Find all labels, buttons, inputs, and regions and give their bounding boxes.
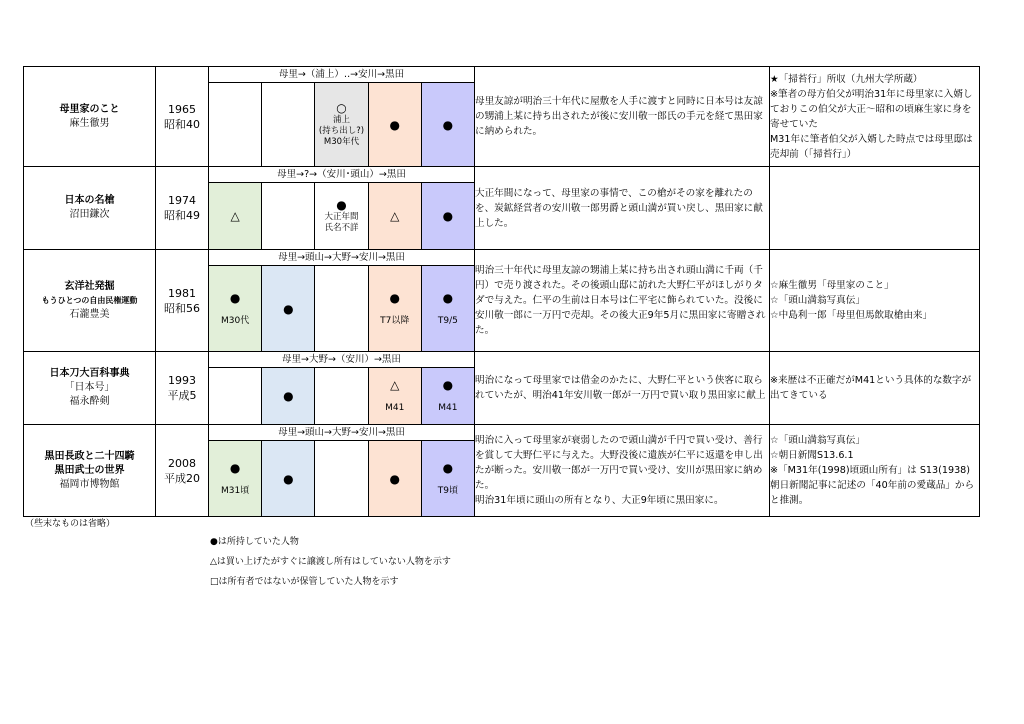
description-cell: 母里友諒が明治三十年代に屋敷を人手に渡すと同時に日本号は友諒の甥浦上某に持ち出されたが後に安川敬一郎氏の手元を経て黒田家に納められた。 <box>475 67 770 167</box>
owned-mark: ● <box>389 471 400 486</box>
owner-note: M41 <box>385 403 405 413</box>
year-line: 昭和56 <box>164 301 200 315</box>
ownership-chain <box>209 352 475 425</box>
description-cell: 明治三十年代に母里友諒の甥浦上某に持ち出され頭山満に千両（千円）で売り渡された。その後頭山邸に訪れた大野仁平がほしがりタダで与えた。仁平の生前は日本号は仁平宅に飾られていた。没後に安川敬一郎に一万円で売却。その後大正9年5月に黒田家に寄贈された。 <box>475 250 770 352</box>
owner-cell <box>315 183 368 249</box>
description-cell: 明治になって母里家では借金のかたに、大野仁平という侠客に取られていたが、明治41年安川敬一郎が一万円で買い取り黒田家に献上 <box>475 352 770 425</box>
owner-cell <box>369 441 422 516</box>
source-line: 石瀧豊美 <box>69 308 110 320</box>
owner-note: T9/5 <box>437 315 458 326</box>
owner-cell <box>262 266 315 351</box>
chain-path: 母里→頭山→大野→安川→黒田 <box>209 425 474 441</box>
owner-note: M30代 <box>220 315 250 326</box>
owner-cell <box>209 83 262 166</box>
year-line: 昭和49 <box>164 209 200 222</box>
owner-cell <box>315 83 368 166</box>
year-cell <box>156 250 209 352</box>
kept-mark: ○ <box>336 101 347 115</box>
owned-mark: ● <box>442 209 454 223</box>
ownership-chain <box>209 167 475 250</box>
year-line: 1993 <box>168 374 196 387</box>
source-cell <box>24 425 156 517</box>
owner-cell <box>315 368 368 424</box>
owner-cell <box>422 441 474 516</box>
source-cell <box>24 250 156 352</box>
owned-mark: ● <box>229 290 241 305</box>
owner-cell <box>422 183 474 249</box>
chain-path: 母里→（浦上）‥→安川→黒田 <box>209 67 474 83</box>
owner-note: M41 <box>438 403 458 413</box>
table-row <box>24 352 980 425</box>
owner-cell <box>369 368 422 424</box>
owner-cell <box>209 368 262 424</box>
owner-note: T9頃 <box>437 485 459 496</box>
owned-mark: ● <box>442 378 454 392</box>
year-cell <box>156 352 209 425</box>
provenance-table <box>23 66 980 517</box>
ownership-chain <box>209 67 475 167</box>
note-cell: ☆「頭山満翁写真伝」 ☆朝日新聞S13.6.1 ※「M31年(1998)頃頭山所有」は S13(1938)朝日新聞記事に記述の「40年前の愛蔵品」からと推測。 <box>770 425 980 517</box>
owned-mark: ● <box>442 460 454 475</box>
source-line: 黒田武士の世界 <box>54 464 125 476</box>
owner-cell <box>315 441 368 516</box>
table-row <box>24 67 980 167</box>
year-cell <box>156 425 209 517</box>
owner-cell <box>369 183 422 249</box>
bought-mark: △ <box>390 378 400 392</box>
source-line: 福岡市博物館 <box>59 478 120 490</box>
table-row <box>24 425 980 517</box>
source-title: 玄洋社発掘 <box>64 280 115 292</box>
source-line: 麻生徹男 <box>69 117 110 129</box>
owner-note: 浦上 (持ち出し?) M30年代 <box>318 115 365 147</box>
owner-cell <box>209 441 262 516</box>
footnote: （些末なものは省略） <box>25 519 116 529</box>
owned-mark: ● <box>283 301 294 316</box>
legend-kept: □は所有者ではないが保管していた人物を示す <box>210 577 399 587</box>
bought-mark: △ <box>230 209 240 223</box>
source-line: 福永酔剣 <box>69 396 110 407</box>
note-cell: ★「掃苔行」所収（九州大学所蔵） ※筆者の母方伯父が明治31年に母里家に入婿しておりこの伯父が大正～昭和の頃麻生家に身を寄せていた M31年に筆者伯父が入婿した時点では母里邸は売却前（「掃苔行」） <box>770 67 980 167</box>
year-line: 平成5 <box>167 389 197 402</box>
owned-mark: ● <box>336 198 347 212</box>
year-cell <box>156 167 209 250</box>
legend-bought: △は買い上げたがすぐに譲渡し所有はしていない人物を示す <box>210 557 451 567</box>
owner-cell <box>209 183 262 249</box>
owner-note: M31頃 <box>220 485 250 496</box>
owner-cell <box>422 83 474 166</box>
year-line: 平成20 <box>164 471 200 485</box>
table-row <box>24 167 980 250</box>
owner-cell <box>315 266 368 351</box>
owned-mark: ● <box>389 117 400 132</box>
chain-path: 母里→?→（安川･頭山）→黒田 <box>209 167 474 183</box>
year-line: 1974 <box>168 194 196 207</box>
note-cell: ※来歴は不正確だがM41という具体的な数字が出てきている <box>770 352 980 425</box>
bought-mark: △ <box>390 209 400 223</box>
owner-cell <box>369 266 422 351</box>
table-row <box>24 250 980 352</box>
owner-cell <box>262 368 315 424</box>
source-line: 沼田鎌次 <box>69 209 110 220</box>
owner-note: T7以降 <box>380 315 410 326</box>
owner-cell <box>422 368 474 424</box>
owned-mark: ● <box>442 290 454 305</box>
description-cell: 大正年間になって、母里家の事情で、この槍がその家を離れたのを、炭鉱経営者の安川敬一郎男爵と頭山満が買い戻し、黒田家に献上した。 <box>475 167 770 250</box>
ownership-chain <box>209 425 475 517</box>
owner-cell <box>422 266 474 351</box>
owned-mark: ● <box>389 290 400 305</box>
description-cell: 明治に入って母里家が衰弱したので頭山満が千円で買い受け、善行を賞して大野仁平に与えた。大野没後に遺族が仁平に返還を申し出たが断った。安川敬一郎が一万円で買い受け、安川が黒田家に納めた。 明治31年頃に頭山の所有となり、大正9年頃に黒田家に。 <box>475 425 770 517</box>
source-title: 日本の名槍 <box>64 195 115 206</box>
source-title: 日本刀大百科事典 <box>49 368 130 379</box>
source-title: 黒田長政と二十四騎 <box>44 450 135 462</box>
source-cell <box>24 352 156 425</box>
owner-cell <box>262 183 315 249</box>
ownership-chain <box>209 250 475 352</box>
source-cell <box>24 167 156 250</box>
source-title: 母里家のこと <box>59 103 120 115</box>
owned-mark: ● <box>283 471 294 486</box>
source-cell <box>24 67 156 167</box>
owner-note: 大正年間 氏名不詳 <box>324 212 359 233</box>
note-cell: ☆麻生徹男「母里家のこと」 ☆「頭山満翁写真伝」 ☆中島利一郎「母里但馬飲取槍由来」 <box>770 250 980 352</box>
owner-cell <box>262 441 315 516</box>
year-line: 昭和40 <box>164 117 200 131</box>
owned-mark: ● <box>442 117 454 132</box>
owned-mark: ● <box>229 460 241 475</box>
chain-path: 母里→大野→（安川）→黒田 <box>209 352 474 368</box>
owner-cell <box>262 83 315 166</box>
year-line: 2008 <box>168 456 196 470</box>
chain-path: 母里→頭山→大野→安川→黒田 <box>209 250 474 266</box>
year-line: 1965 <box>168 102 196 116</box>
note-cell <box>770 167 980 250</box>
owned-mark: ● <box>283 389 294 403</box>
source-line: 「日本号」 <box>64 382 115 393</box>
year-line: 1981 <box>168 286 196 300</box>
legend-owned: ●は所持していた人物 <box>210 537 299 547</box>
source-line: もうひとつの自由民権運動 <box>41 295 138 305</box>
owner-cell <box>209 266 262 351</box>
year-cell <box>156 67 209 167</box>
owner-cell <box>369 83 422 166</box>
